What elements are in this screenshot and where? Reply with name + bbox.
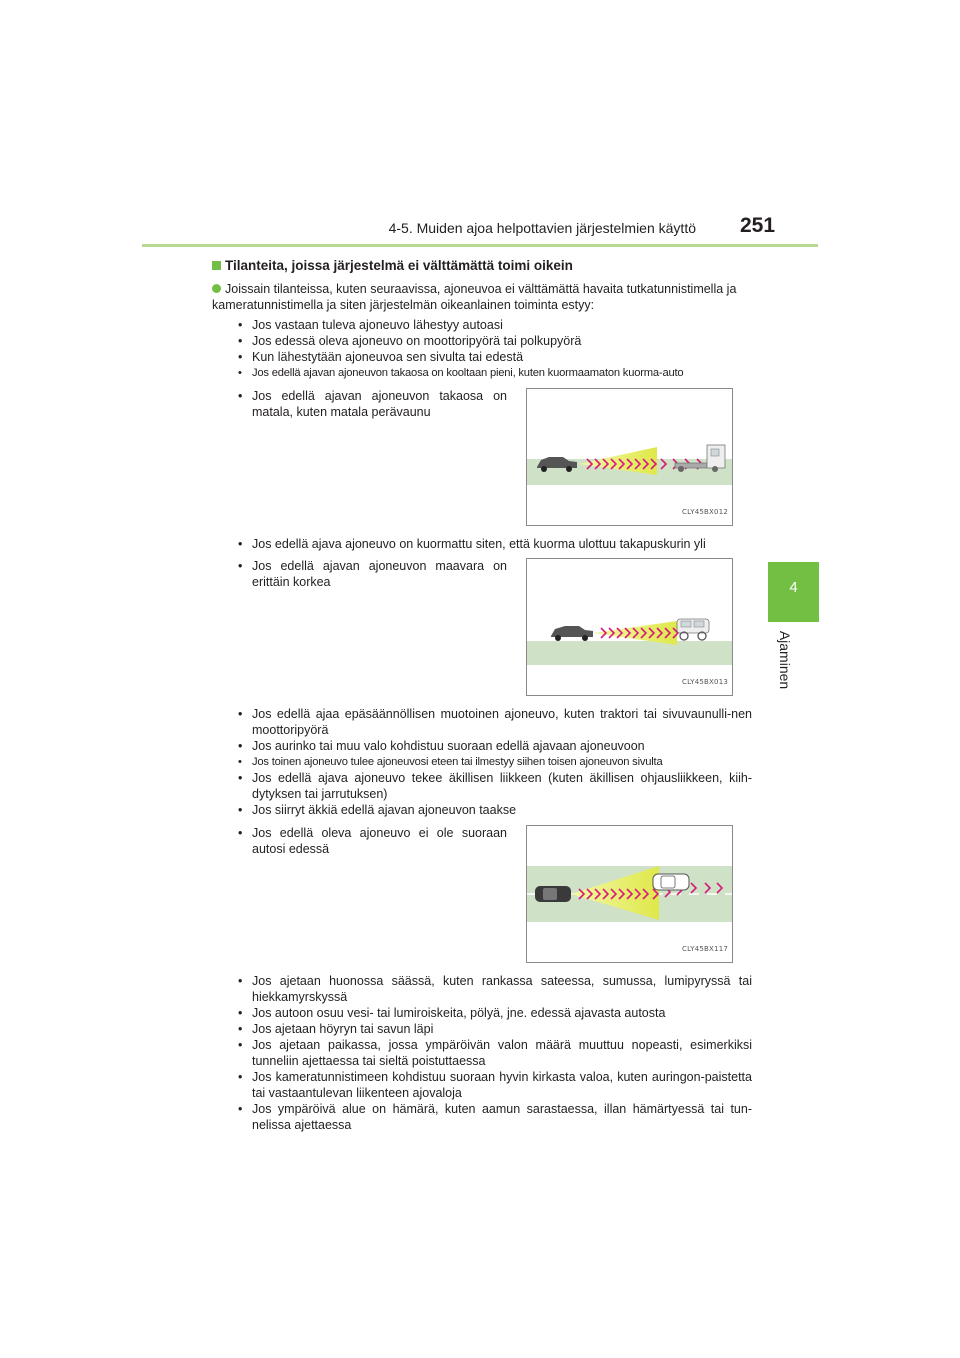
list-c bbox=[212, 706, 752, 818]
list-a bbox=[212, 317, 752, 381]
list-item: • Jos edellä ajavan ajoneuvon takaosa on matala, kuten matala perävaunu bbox=[212, 388, 507, 420]
figure-code: CLY45BX117 bbox=[682, 945, 728, 953]
list-item: • Jos edellä ajaa epäsäännöllisen muotoinen ajoneuvo, kuten traktori tai sivuvaunulli-nen moottoripyörä bbox=[212, 706, 752, 738]
list-item: • Jos aurinko tai muu valo kohdistuu suoraan edellä ajavaan ajoneuvoon bbox=[212, 738, 752, 754]
list-item: • Jos ajetaan höyryn tai savun läpi bbox=[212, 1021, 752, 1037]
header-rule bbox=[142, 244, 818, 247]
figure-row-3 bbox=[212, 825, 752, 967]
list-item: • Jos ajetaan paikassa, jossa ympäröivän valon määrä muuttuu nopeasti, esimerkiksi tunneliin ajettaessa tai sieltä poistuttaessa bbox=[212, 1037, 752, 1069]
chapter-label: Ajaminen bbox=[777, 630, 793, 690]
list-item: • Jos autoon osuu vesi- tai lumiroiskeita, pölyä, jne. edessä ajavasta autosta bbox=[212, 1005, 752, 1021]
list-b bbox=[212, 536, 752, 552]
list-item: • Jos ajetaan huonossa säässä, kuten rankassa sateessa, sumussa, lumipyryssä tai hiekkamyrskyssä bbox=[212, 973, 752, 1005]
list-item: • Jos edellä ajava ajoneuvo tekee äkillisen liikkeen (kuten äkillisen ohjausliikkeen, kiih-dytyksen tai jarrutuksen) bbox=[212, 770, 752, 802]
intro-paragraph: Joissain tilanteissa, kuten seuraavissa, ajoneuvoa ei välttämättä havaita tutkatunnistimella ja kameratunnistimella ja siten järjestelmän oikeanlainen toiminta estyy: bbox=[212, 282, 737, 312]
list-item: • Jos vastaan tuleva ajoneuvo lähestyy autoasi bbox=[212, 317, 752, 333]
list-item: • Jos ympäröivä alue on hämärä, kuten aamun sarastaessa, illan hämärtyessä tai tun-nelissa ajettaessa bbox=[212, 1101, 752, 1133]
header-section-title: 4-5. Muiden ajoa helpottavien järjestelmien käyttö bbox=[388, 220, 696, 236]
list-item: • Jos edellä ajavan ajoneuvon takaosa on kooltaan pieni, kuten kuormaamaton kuorma-auto bbox=[212, 365, 752, 381]
list-item: • Jos edellä ajava ajoneuvo on kuormattu siten, että kuorma ulottuu takapuskurin yli bbox=[212, 536, 752, 552]
list-item: • Jos edessä oleva ajoneuvo on moottoripyörä tai polkupyörä bbox=[212, 333, 752, 349]
illustration-high-clearance bbox=[526, 558, 733, 696]
content bbox=[212, 256, 752, 1133]
chapter-number: 4 bbox=[789, 579, 798, 596]
figure-row-2 bbox=[212, 558, 752, 698]
page-number: 251 bbox=[740, 214, 776, 237]
section-heading: Tilanteita, joissa järjestelmä ei välttämättä toimi oikein bbox=[212, 258, 752, 274]
figure-code: CLY45BX012 bbox=[682, 508, 728, 516]
illustration-low-trailer bbox=[526, 388, 733, 526]
list-item: • Jos edellä ajavan ajoneuvon maavara on erittäin korkea bbox=[212, 558, 507, 590]
chapter-tab bbox=[768, 562, 819, 622]
list-d bbox=[212, 973, 752, 1133]
figure-code: CLY45BX013 bbox=[682, 678, 728, 686]
list-item: • Jos edellä oleva ajoneuvo ei ole suoraan autosi edessä bbox=[212, 825, 507, 857]
square-bullet-icon bbox=[212, 261, 221, 270]
circle-bullet-icon bbox=[212, 284, 221, 293]
list-item: • Jos siirryt äkkiä edellä ajavan ajoneuvon taakse bbox=[212, 802, 752, 818]
list-item: • Jos toinen ajoneuvo tulee ajoneuvosi eteen tai ilmestyy siihen toisen ajoneuvon sivulta bbox=[212, 754, 752, 770]
figure-row-1 bbox=[212, 388, 752, 528]
list-item: • Jos kameratunnistimeen kohdistuu suoraan hyvin kirkasta valoa, kuten auringon-paistetta tai vastaantulevan liikenteen ajovaloja bbox=[212, 1069, 752, 1101]
illustration-offset-vehicle bbox=[526, 825, 733, 963]
list-item: • Kun lähestytään ajoneuvoa sen sivulta tai edestä bbox=[212, 349, 752, 365]
